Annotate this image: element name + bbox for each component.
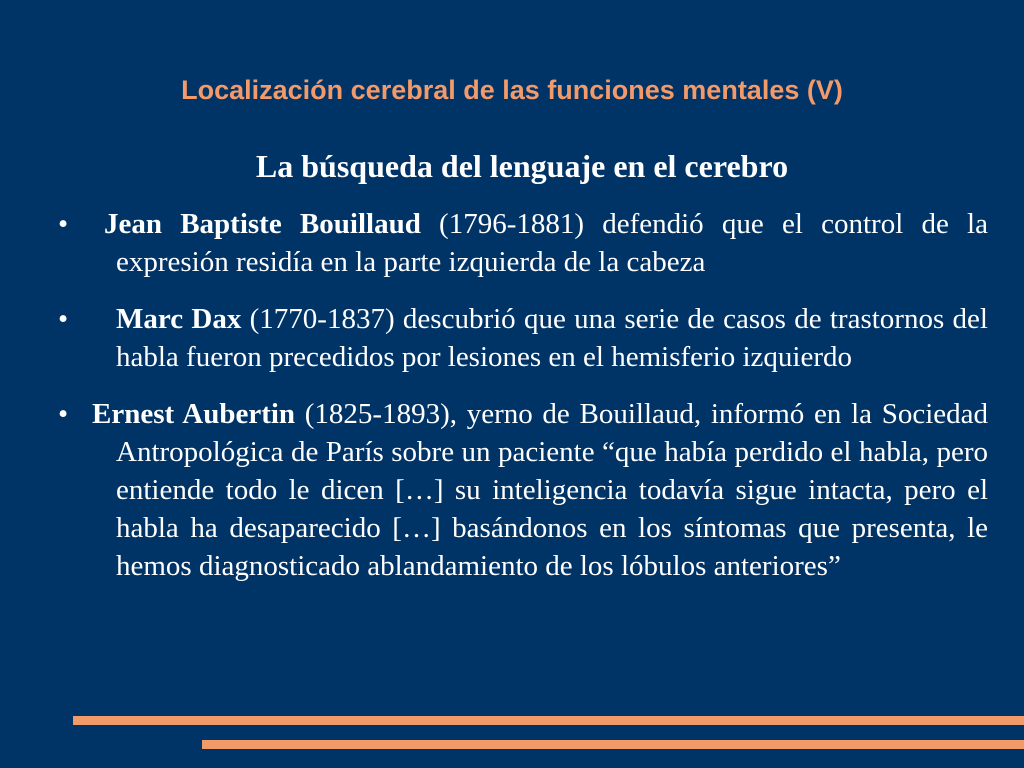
bullet-icon: • bbox=[58, 303, 69, 335]
bullet-item-bouillaud bbox=[58, 205, 988, 281]
person-name: Jean Baptiste Bouillaud bbox=[104, 208, 421, 240]
person-name: Marc Dax bbox=[116, 303, 242, 335]
bullet-text: (1796-1881) defendió que el control de la expresión residía en la parte izquierda de la cabeza bbox=[116, 208, 988, 278]
slide-title: Localización cerebral de las funciones mentales (V) bbox=[181, 75, 843, 105]
decorative-bar-top bbox=[73, 716, 1024, 725]
person-name: Ernest Aubertin bbox=[92, 398, 296, 430]
bullet-text: (1770-1837) descubrió que una serie de casos de trastornos del habla fueron precedidos por lesiones en el hemisferio izquierdo bbox=[116, 303, 988, 373]
bullet-text: (1825-1893), yerno de Bouillaud, informó en la Sociedad Antropológica de París sobre un paciente “que había perdido el habla, pero entiende todo le dicen […] su inteligencia todavía sigue intacta, pero el habla ha desaparecido […] basándonos en los síntomas que presenta, le hemos diagnosticado ablandamiento de los lóbulos anteriores” bbox=[116, 398, 989, 582]
decorative-bar-bottom bbox=[202, 740, 1024, 749]
bullet-item-aubertin bbox=[58, 395, 988, 585]
bullet-icon: • bbox=[58, 398, 69, 430]
bullet-icon: • bbox=[58, 208, 69, 240]
bullet-list bbox=[58, 205, 988, 604]
bullet-item-dax bbox=[58, 300, 988, 376]
slide-subtitle: La búsqueda del lenguaje en el cerebro bbox=[255, 148, 789, 184]
